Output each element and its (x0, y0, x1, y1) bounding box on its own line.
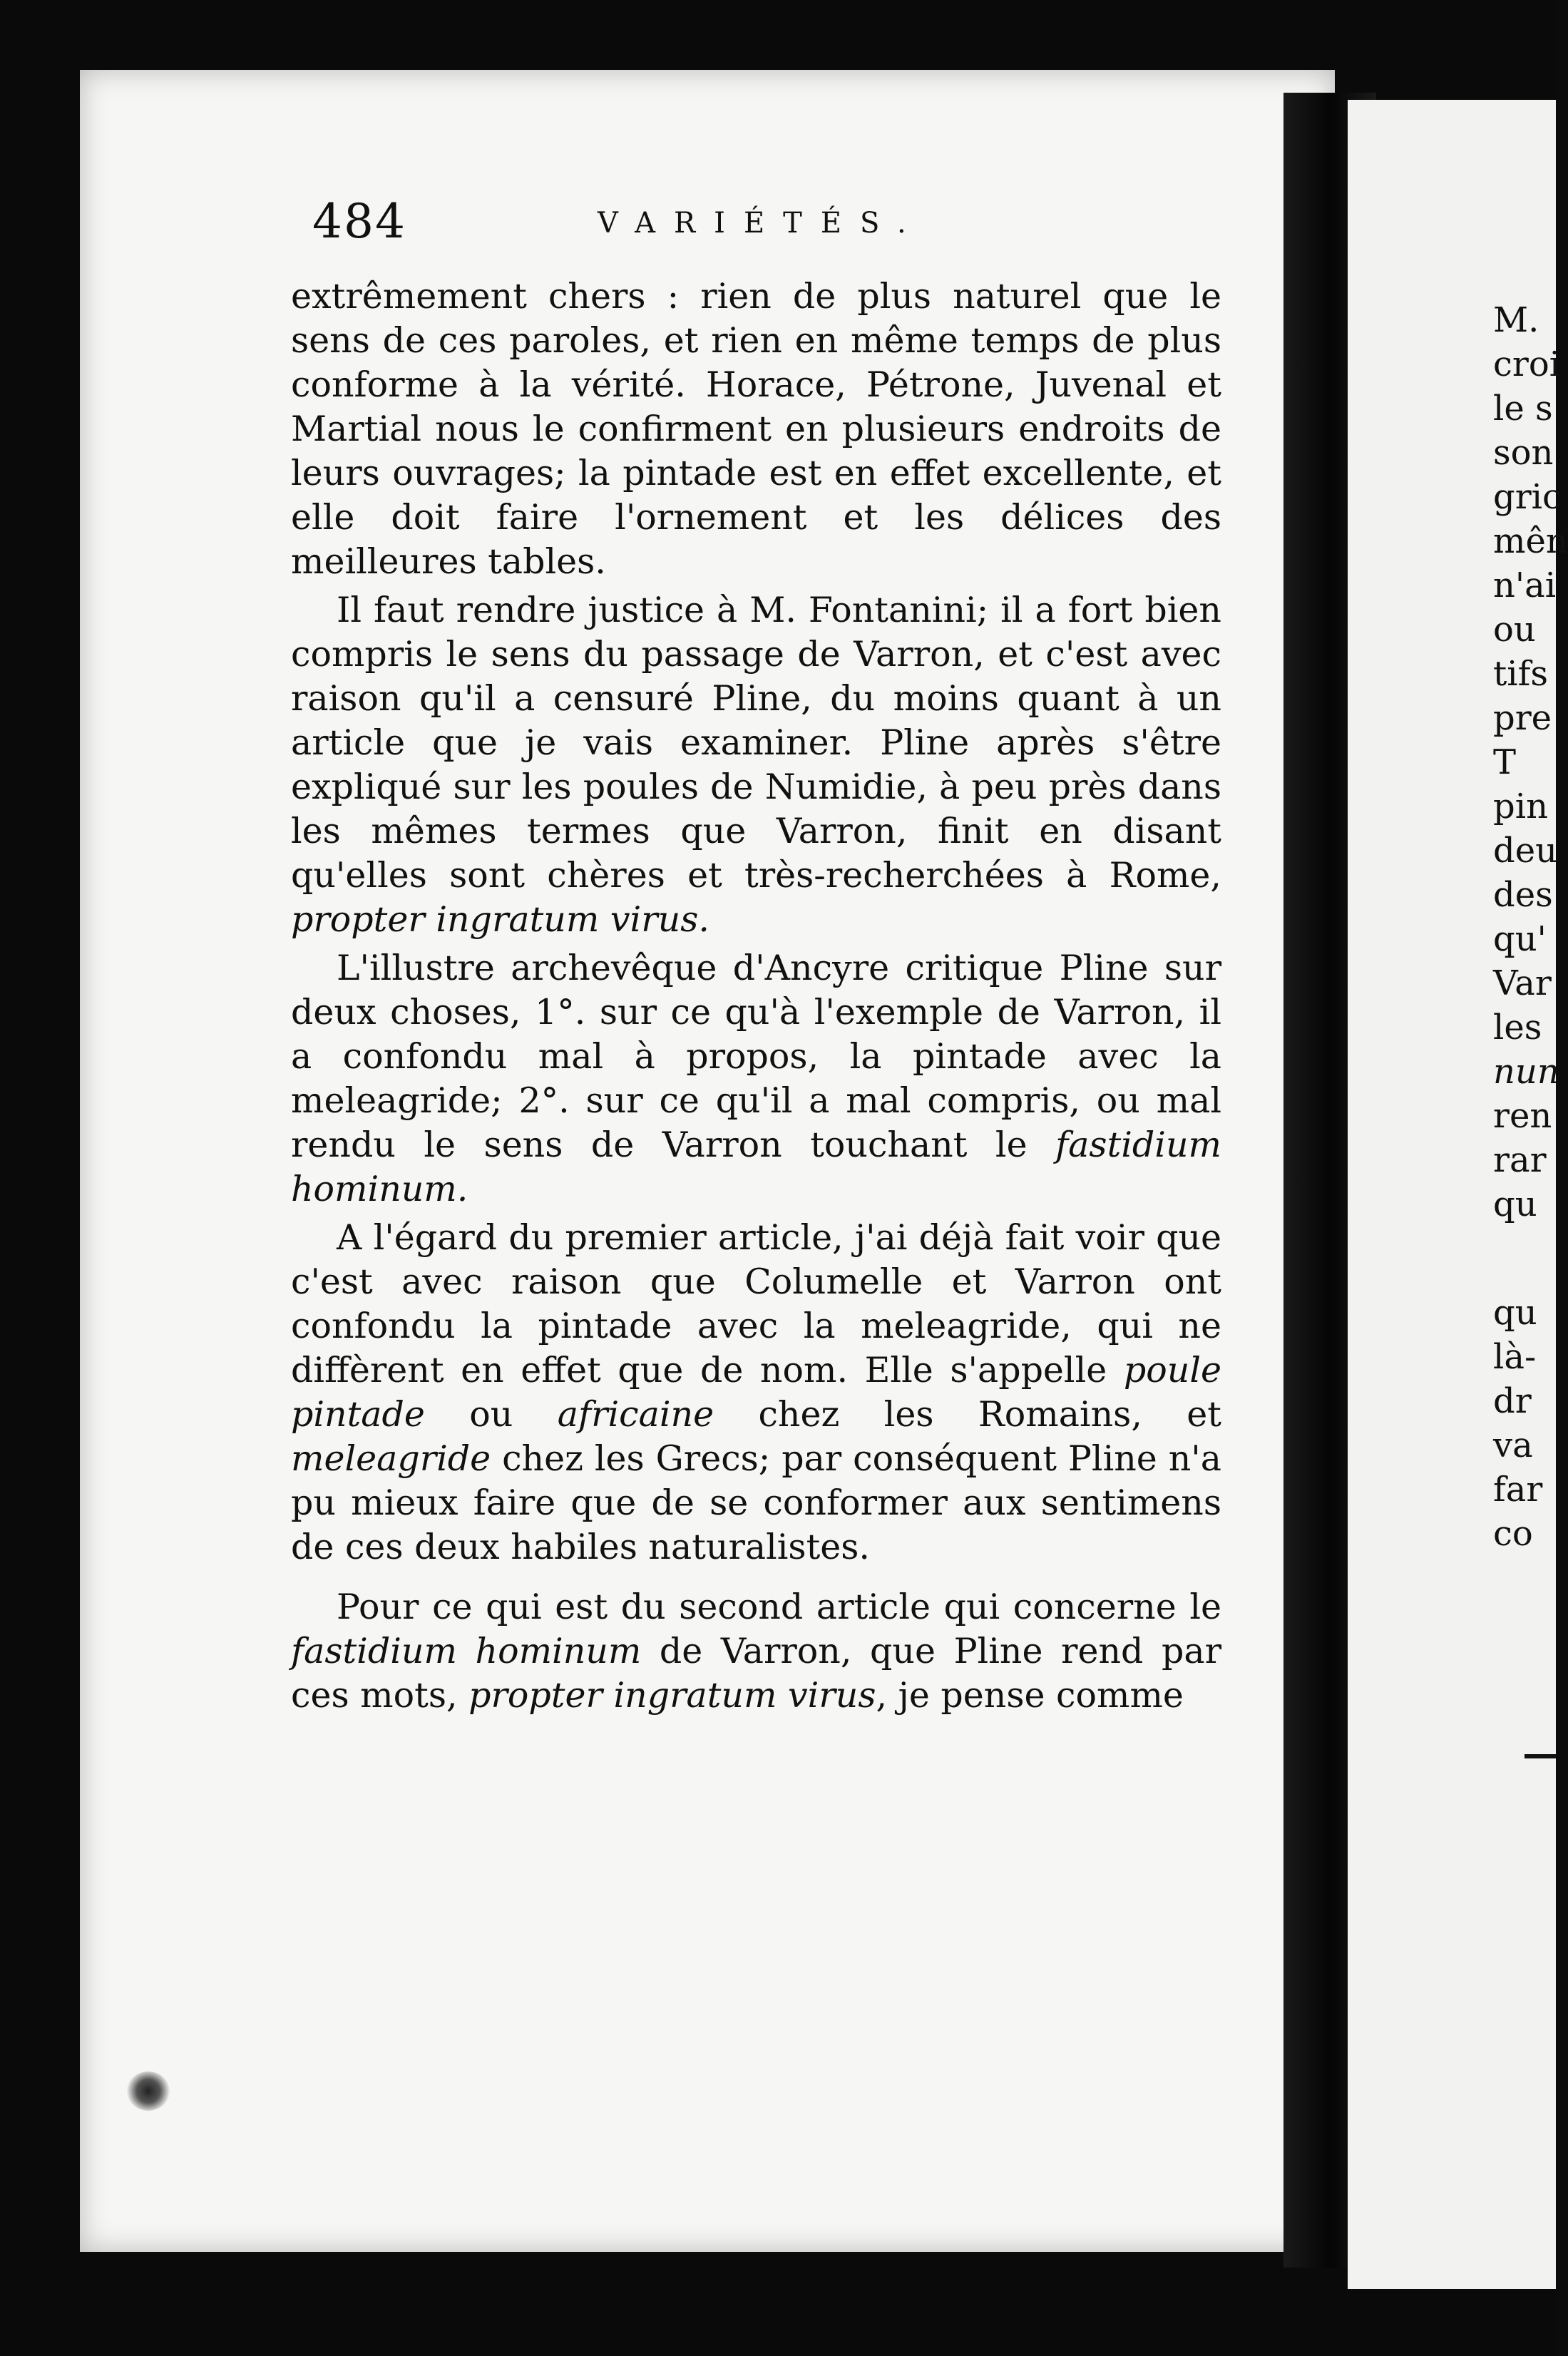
text-span: Il faut rendre justice à M. Fontanini; il a fort bien compris le sens du passage de Varron, et c'est avec raison qu'il a censuré Pline, du moins quant à un article que je vais examiner. Pline après s'être expliqué sur les poules de Numidie, à peu près dans les mêmes termes que Varron, finit en disant qu'elles sont chères et très-recherchées à Rome, (291, 590, 1221, 896)
facing-line: les (1493, 1008, 1542, 1048)
facing-page-rule (1525, 1754, 1556, 1758)
facing-line: qu' (1493, 919, 1547, 959)
facing-line: qu (1493, 1293, 1537, 1333)
facing-line: Var (1493, 963, 1552, 1003)
paragraph (291, 1585, 1221, 1718)
facing-line: ren (1493, 1096, 1552, 1136)
text-span: chez les Grecs; par conséquent Pline n'a pu mieux faire que de se conformer aux sentimens de ces deux habiles naturalistes. (291, 1438, 1221, 1567)
facing-line: T (1493, 742, 1517, 782)
text-span: de Varron, que Pline rend par ces mots, (291, 1631, 1221, 1716)
facing-line: son (1493, 433, 1554, 473)
facing-line: pre (1493, 698, 1552, 738)
text-span: ou (424, 1394, 558, 1435)
text-span: L'illustre archevêque d'Ancyre critique Pline sur deux choses, 1°. sur ce qu'à l'exemple de Varron, il a confondu mal à propos, la pintade avec la meleagride; 2°. sur ce qu'il a mal compris, ou mal rendu le sens de Varron touchant le (291, 948, 1221, 1165)
facing-line: pin (1493, 787, 1548, 826)
facing-line: mên (1493, 521, 1568, 561)
facing-line: tifs (1493, 654, 1549, 694)
facing-line: croi (1493, 344, 1561, 384)
paragraph (291, 588, 1221, 942)
italic-span: fastidium hominum. (291, 1125, 1221, 1209)
facing-line: far (1493, 1470, 1543, 1510)
facing-line: le s (1493, 389, 1553, 429)
text-span: extrêmement chers : rien de plus naturel que le sens de ces paroles, et rien en même temps de plus conforme à la vérité. Horace, Pétrone, Juvenal et Martial nous le confirment en plusieurs endroits de leurs ouvrages; la pintade est en effet excellente, et elle doit faire l'ornement et les délices des meilleures tables. (291, 276, 1221, 582)
italic-span: meleagride (291, 1438, 491, 1479)
facing-line: deu (1493, 831, 1558, 871)
text-span: chez les Romains, et (714, 1394, 1221, 1435)
facing-line: ou (1493, 610, 1536, 650)
facing-line: qu (1493, 1184, 1537, 1224)
italic-span: africaine (557, 1394, 714, 1435)
italic-span: propter ingratum virus (468, 1675, 876, 1716)
text-span: Pour ce qui est du second article qui concerne le (337, 1587, 1221, 1627)
facing-line: dr (1493, 1381, 1532, 1421)
facing-line: gric (1493, 477, 1562, 517)
facing-line (1493, 1226, 1557, 1291)
facing-line: là- (1493, 1337, 1537, 1377)
page-header (312, 194, 1254, 258)
facing-line: n'ai (1493, 565, 1557, 605)
facing-line: co (1493, 1514, 1533, 1554)
italic-span: poule pintade (291, 1350, 1221, 1435)
text-span: A l'égard du premier article, j'ai déjà fait voir que c'est avec raison que Columelle et Varron ont confondu la pintade avec la meleagride, qui ne diffèrent en effet que de nom. Elle s'appelle (291, 1217, 1221, 1390)
text-span: , je pense comme (876, 1675, 1184, 1716)
facing-line: nun (1493, 1052, 1559, 1092)
italic-span: fastidium hominum (291, 1631, 642, 1671)
body-text (291, 275, 1221, 1718)
paragraph (291, 1216, 1221, 1569)
paragraph (291, 275, 1221, 584)
facing-line: rar (1493, 1140, 1547, 1180)
page-number: 484 (312, 194, 406, 249)
italic-span: propter ingratum virus. (291, 899, 709, 940)
running-title: VARIÉTÉS. (598, 207, 925, 240)
paragraph (291, 946, 1221, 1212)
facing-line: des (1493, 875, 1553, 915)
facing-line: va (1493, 1425, 1533, 1465)
ink-blot (127, 2071, 170, 2111)
facing-line: M. (1493, 300, 1539, 340)
facing-page-text (1493, 298, 1568, 1556)
